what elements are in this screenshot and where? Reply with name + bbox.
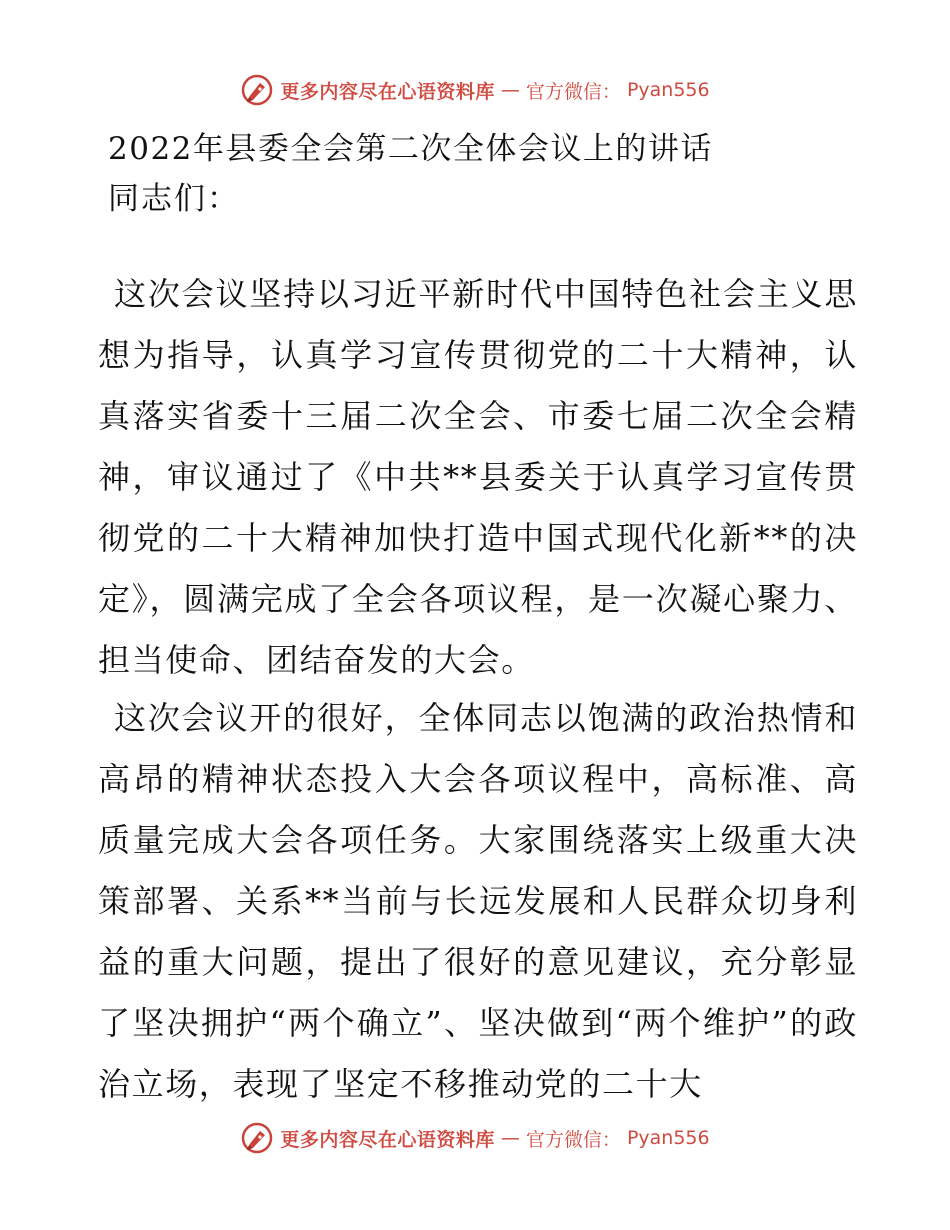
pen-nib-logo-icon [240,73,274,107]
paragraph-2: 这次会议开的很好，全体同志以饱满的政治热情和高昂的精神状态投入大会各项议程中，高标准、高质量完成大会各项任务。大家围绕落实上级重大决策部署、关系**当前与长远发展和人民群众切身利益的重大问题，提出了很好的意见建议，充分彰显了坚决拥护“两个确立”、坚决做到“两个维护”的政治立场，表现了坚定不移推动党的二十大 [98,699,858,1103]
salutation: 同志们： [108,181,240,217]
watermark-contact-id: Pyan556 [626,79,710,101]
footer-watermark [0,1118,950,1158]
header-watermark [0,70,950,110]
watermark-dash: — [500,1127,520,1149]
watermark-contact-id: Pyan556 [626,1127,710,1149]
document-title: 2022年县委全会第二次全体会议上的讲话 [108,131,713,167]
watermark-text: 更多内容尽在心语资料库 [280,1128,495,1151]
pen-nib-logo-icon [240,1121,274,1155]
watermark-text: 更多内容尽在心语资料库 [280,80,495,103]
watermark-dash: — [500,79,520,101]
watermark-contact-label: 官方微信： [525,80,621,103]
paragraph-1: 这次会议坚持以习近平新时代中国特色社会主义思想为指导，认真学习宣传贯彻党的二十大精神，认真落实省委十三届二次全会、市委七届二次全会精神，审议通过了《中共**县委关于认真学习宣传贯彻党的二十大精神加快打造中国式现代化新**的决定》，圆满完成了全会各项议程，是一次凝心聚力、担当使命、团结奋发的大会。 [98,275,858,679]
watermark-contact-label: 官方微信： [525,1128,621,1151]
